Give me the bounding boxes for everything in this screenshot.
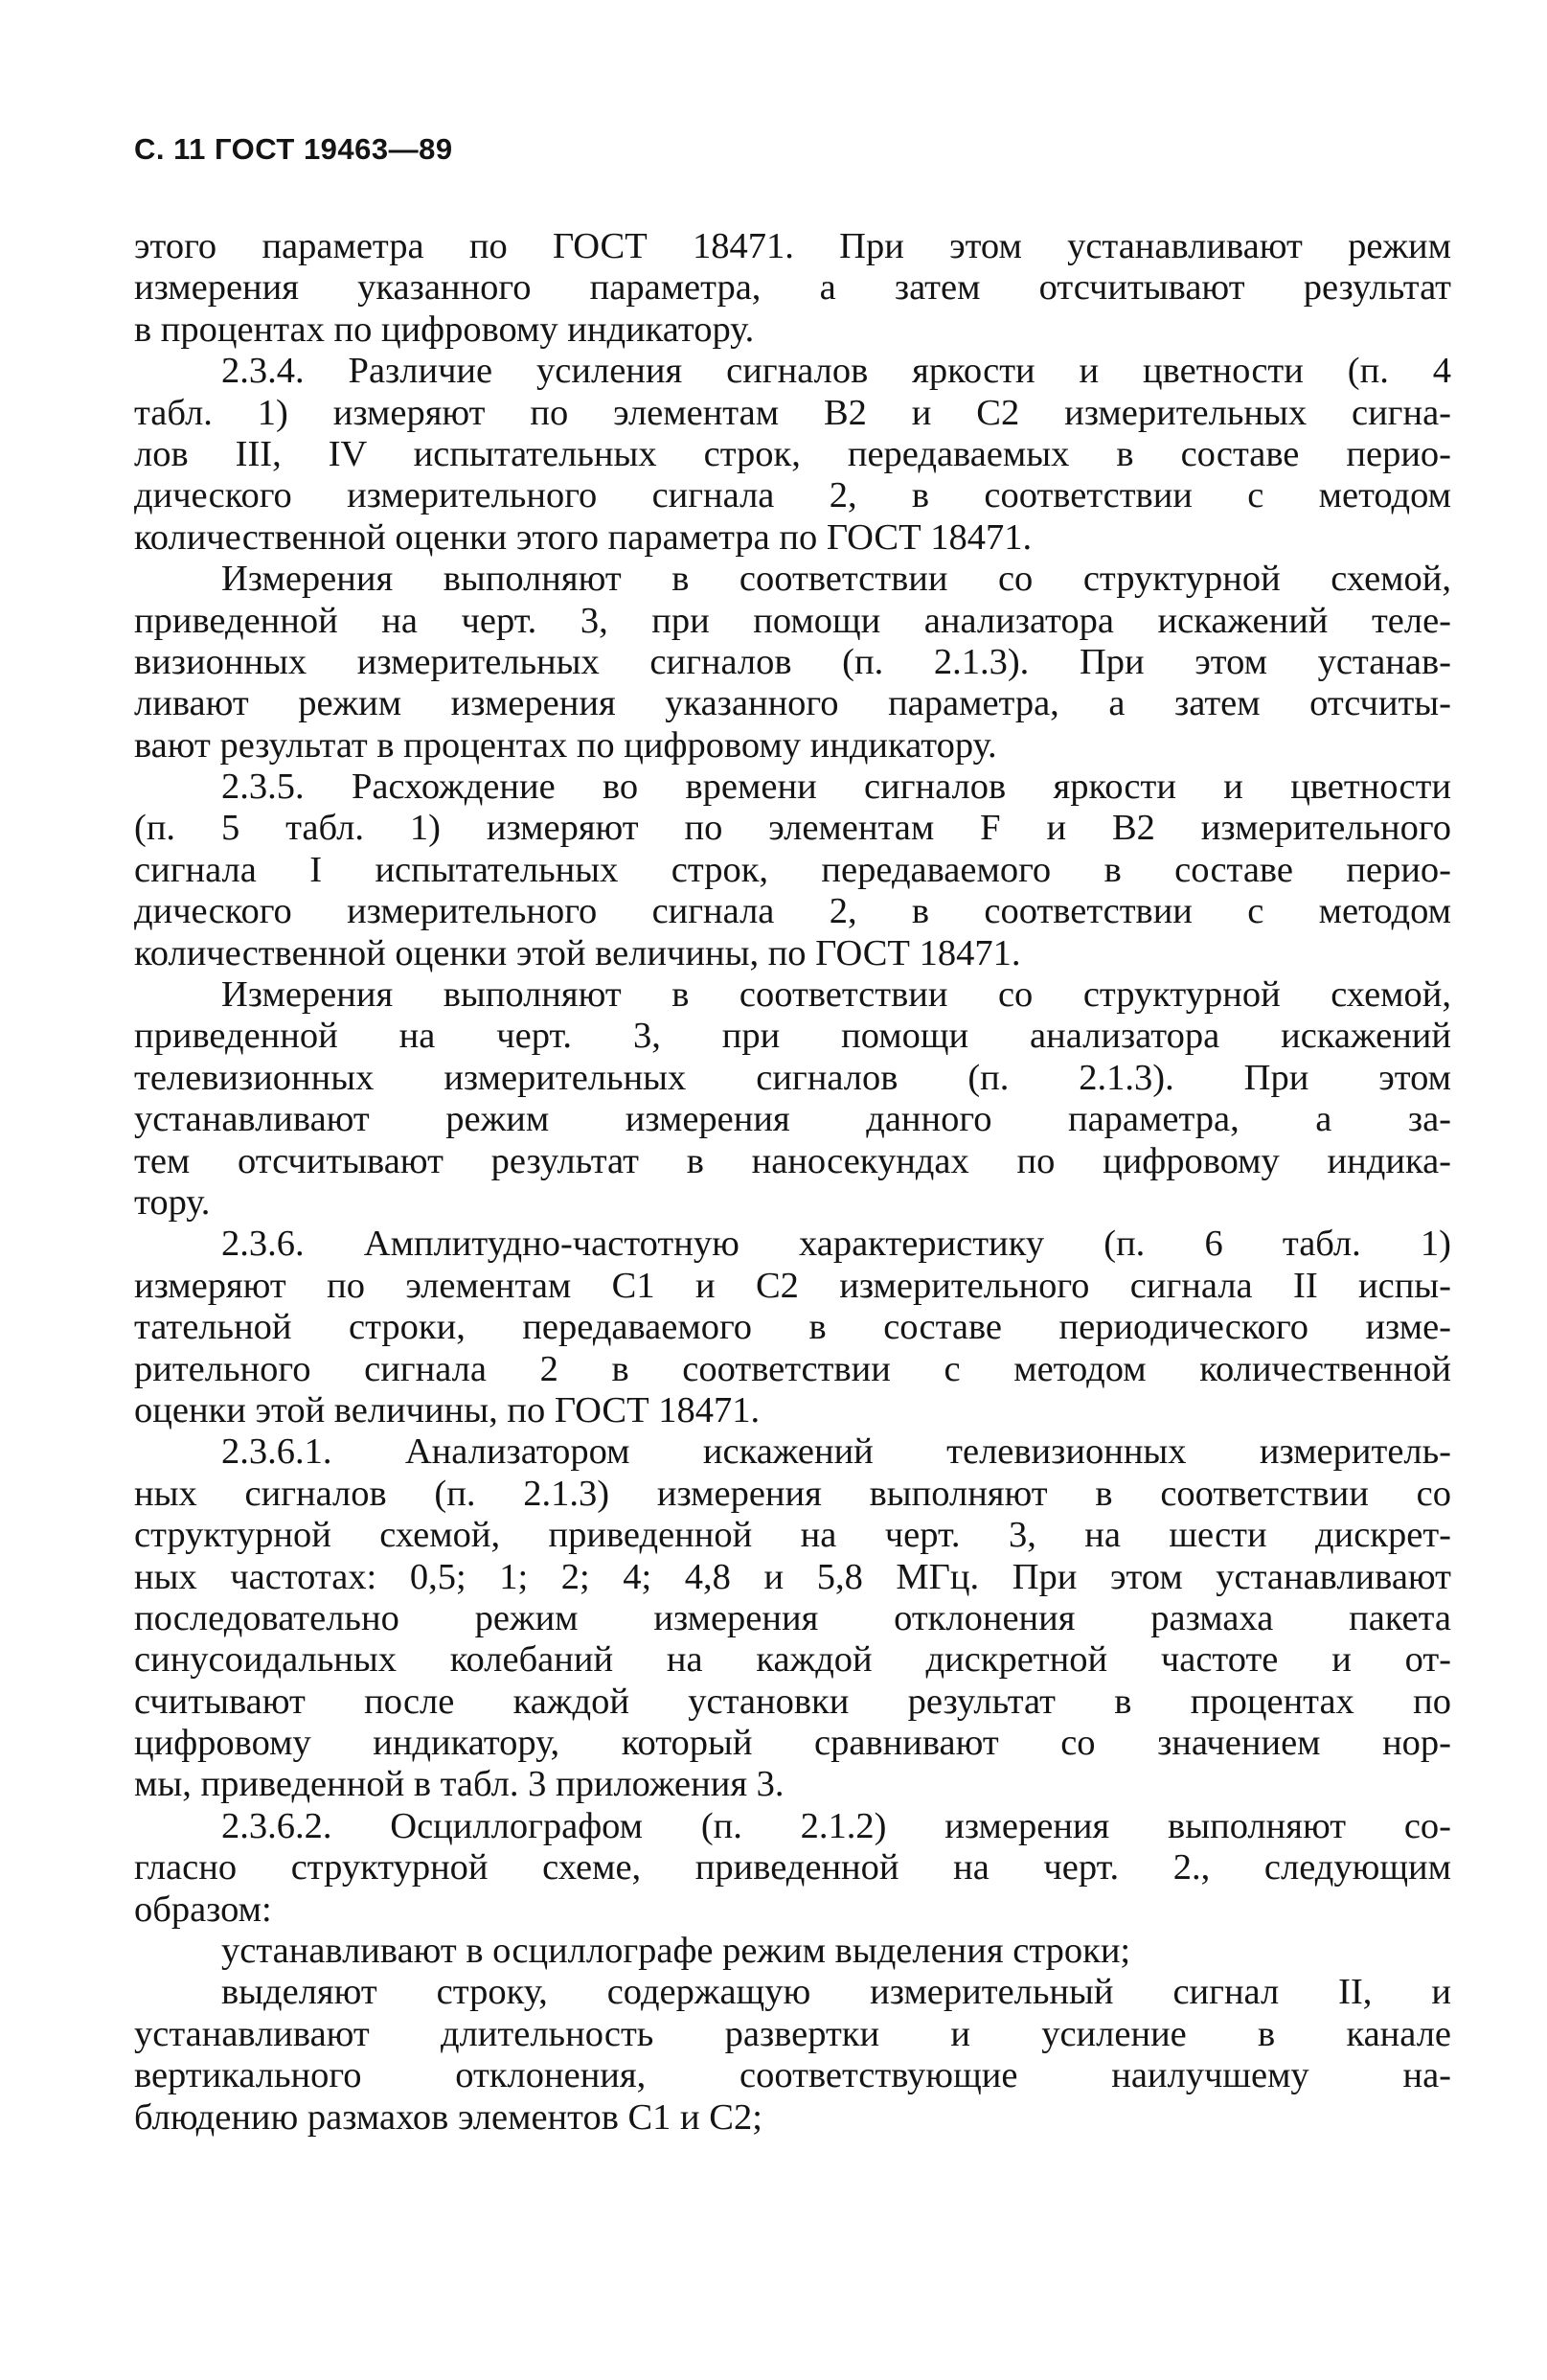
text-line: тем отсчитывают результат в наносекундах по цифровому индика- bbox=[134, 1140, 1451, 1181]
text-line: Измерения выполняют в соответствии со структурной схемой, bbox=[221, 559, 1451, 600]
text-line: измеряют по элементам С1 и С2 измерительного сигнала II испы- bbox=[134, 1265, 1451, 1306]
text-line: рительного сигнала 2 в соответствии с методом количественной bbox=[134, 1348, 1451, 1389]
text-line: лов III, IV испытательных строк, передаваемых в составе перио- bbox=[134, 433, 1451, 474]
text-line: сигнала I испытательных строк, передаваемого в составе перио- bbox=[134, 849, 1451, 890]
text-line: измерения указанного параметра, а затем отсчитывают результат bbox=[134, 267, 1451, 309]
text-line: в процентах по цифровому индикатору. bbox=[134, 309, 755, 350]
text-line: оценки этой величины, по ГОСТ 18471. bbox=[134, 1389, 761, 1430]
text-line: блюдению размахов элементов С1 и С2; bbox=[134, 2096, 762, 2138]
text-line: гласно структурной схеме, приведенной на черт. 2., следующим bbox=[134, 1847, 1451, 1888]
page-header: С. 11 ГОСТ 19463—89 bbox=[134, 132, 453, 166]
text-line: (п. 5 табл. 1) измеряют по элементам F и В2 измерительного bbox=[134, 808, 1451, 849]
text-line: ливают режим измерения указанного параметра, а затем отсчиты- bbox=[134, 683, 1451, 724]
text-line: цифровому индикатору, который сравнивают со значением нор- bbox=[134, 1723, 1451, 1764]
text-line: дического измерительного сигнала 2, в соответствии с методом bbox=[134, 475, 1451, 516]
text-line: ных сигналов (п. 2.1.3) измерения выполняют в соответствии со bbox=[134, 1473, 1451, 1514]
text-line: этого параметра по ГОСТ 18471. При этом устанавливают режим bbox=[134, 226, 1451, 266]
text-line: количественной оценки этой величины, по ГОСТ 18471. bbox=[134, 932, 1021, 973]
text-line: 2.3.4. Различие усиления сигналов яркости и цветности (п. 4 bbox=[221, 351, 1451, 392]
text-line: устанавливают в осциллографе режим выделения строки; bbox=[221, 1931, 1131, 1972]
text-line: выделяют строку, содержащую измерительный сигнал II, и bbox=[221, 1972, 1451, 2013]
text-line: 2.3.6.2. Осциллографом (п. 2.1.2) измерения выполняют со- bbox=[221, 1805, 1451, 1846]
text-line: дического измерительного сигнала 2, в соответствии с методом bbox=[134, 891, 1451, 932]
text-line: тору. bbox=[134, 1181, 211, 1223]
text-line: синусоидальных колебаний на каждой дискретной частоте и от- bbox=[134, 1639, 1451, 1681]
text-line: тательной строки, передаваемого в составе периодического изме- bbox=[134, 1307, 1451, 1348]
document-body bbox=[134, 226, 1451, 2139]
text-line: структурной схемой, приведенной на черт. 3, на шести дискрет- bbox=[134, 1515, 1451, 1556]
text-line: табл. 1) измеряют по элементам В2 и С2 измерительных сигна- bbox=[134, 392, 1451, 433]
text-line: визионных измерительных сигналов (п. 2.1.3). При этом устанав- bbox=[134, 641, 1451, 682]
text-line: приведенной на черт. 3, при помощи анализатора искажений bbox=[134, 1016, 1451, 1057]
text-line: устанавливают режим измерения данного параметра, а за- bbox=[134, 1099, 1451, 1140]
text-line: ных частотах: 0,5; 1; 2; 4; 4,8 и 5,8 МГц. При этом устанавливают bbox=[134, 1556, 1451, 1597]
text-line: мы, приведенной в табл. 3 приложения 3. bbox=[134, 1764, 785, 1805]
text-line: приведенной на черт. 3, при помощи анализатора искажений теле- bbox=[134, 600, 1451, 641]
text-line: количественной оценки этого параметра по ГОСТ 18471. bbox=[134, 516, 1033, 558]
text-line: Измерения выполняют в соответствии со структурной схемой, bbox=[221, 974, 1451, 1016]
text-line: считывают после каждой установки результат в процентах по bbox=[134, 1681, 1451, 1722]
text-line: 2.3.6.1. Анализатором искажений телевизионных измеритель- bbox=[221, 1431, 1451, 1473]
text-line: телевизионных измерительных сигналов (п. 2.1.3). При этом bbox=[134, 1057, 1451, 1098]
text-line: устанавливают длительность развертки и усиление в канале bbox=[134, 2013, 1451, 2054]
text-line: образом: bbox=[134, 1888, 272, 1930]
text-line: вают результат в процентах по цифровому индикатору. bbox=[134, 724, 997, 766]
text-line: вертикального отклонения, соответствующие наилучшему на- bbox=[134, 2055, 1451, 2096]
text-line: 2.3.5. Расхождение во времени сигналов яркости и цветности bbox=[221, 767, 1451, 808]
text-line: 2.3.6. Амплитудно-частотную характеристику (п. 6 табл. 1) bbox=[221, 1224, 1451, 1265]
text-line: последовательно режим измерения отклонения размаха пакета bbox=[134, 1597, 1451, 1638]
